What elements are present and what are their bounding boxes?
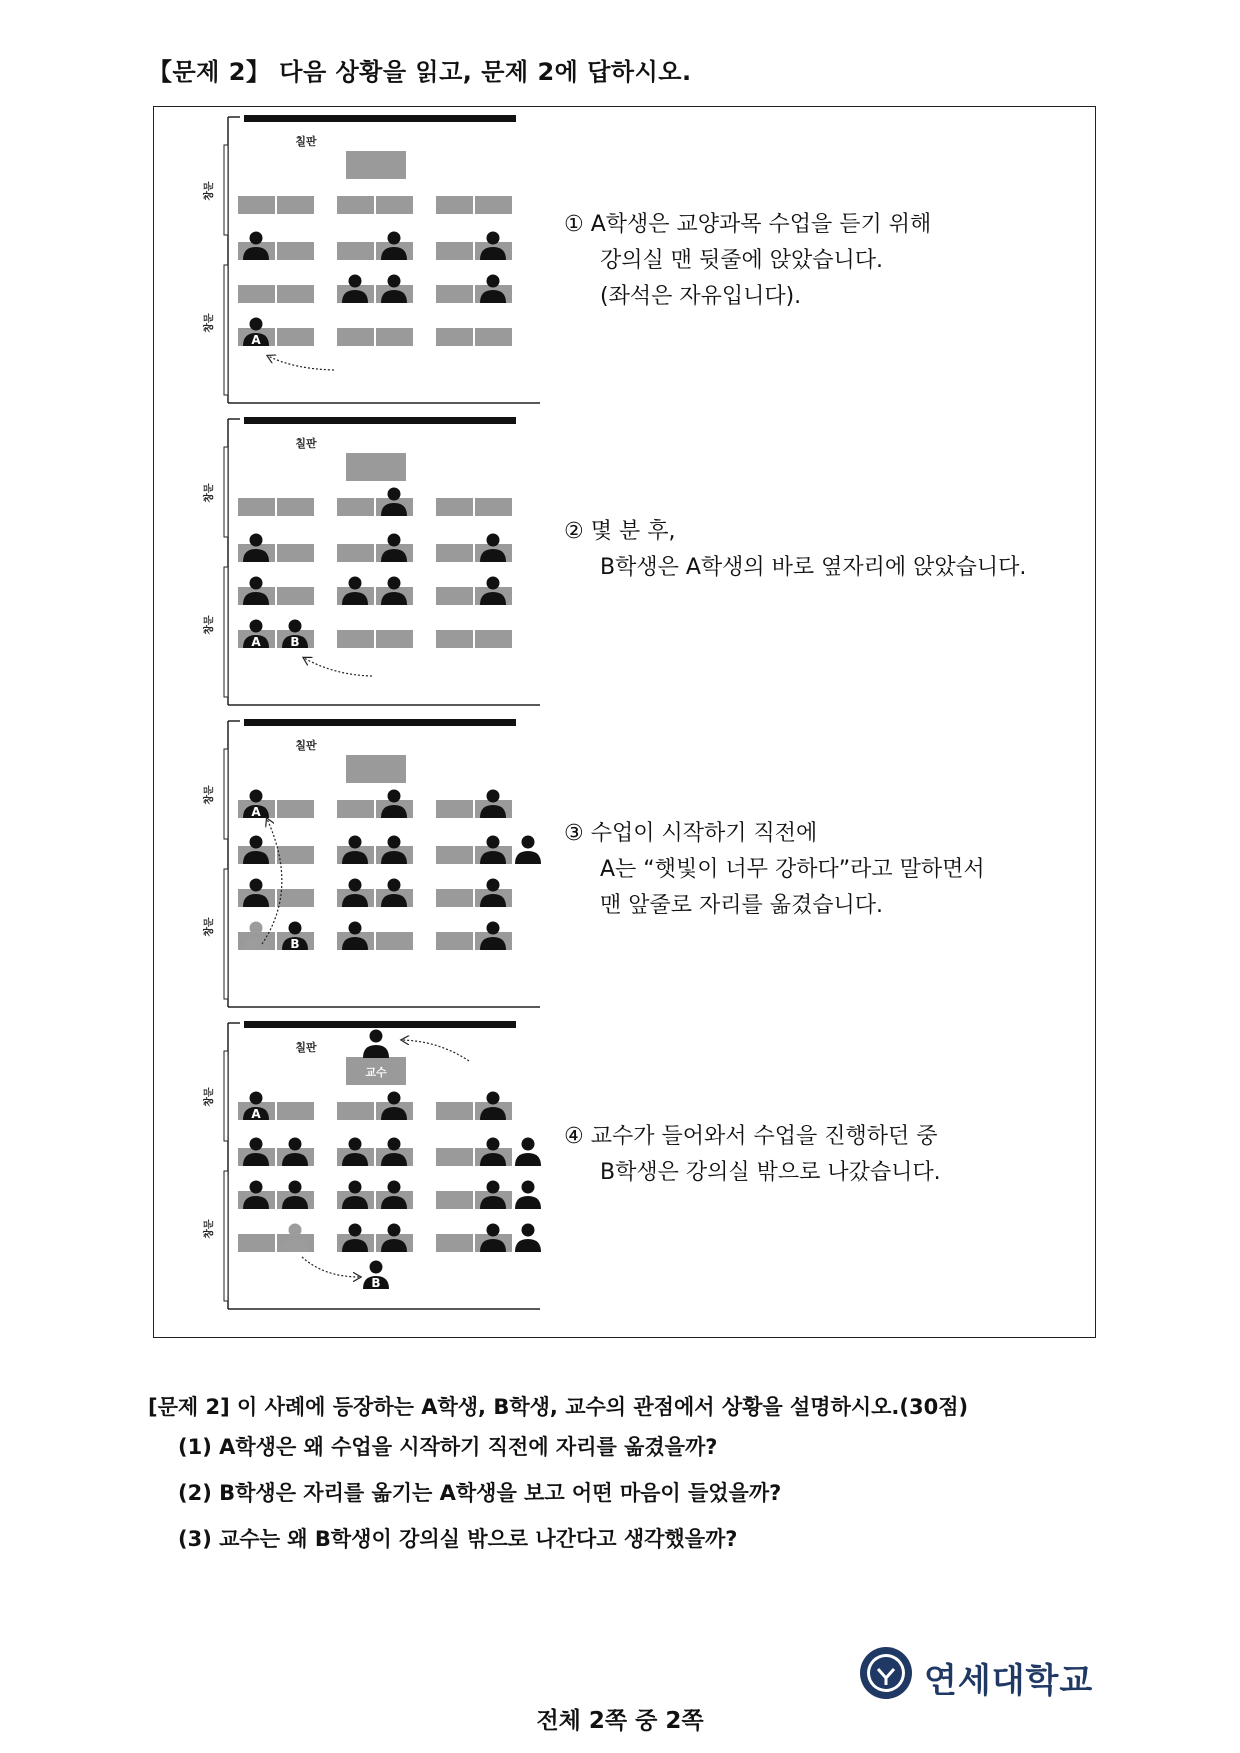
move-arrow — [304, 658, 372, 676]
desk — [337, 196, 374, 214]
desk — [475, 498, 512, 516]
person-head-icon — [370, 1030, 383, 1043]
desk — [277, 544, 314, 562]
desk — [475, 196, 512, 214]
person-head-icon — [487, 836, 500, 849]
person-head-icon — [250, 534, 263, 547]
window-label: 창문 — [204, 483, 215, 503]
person-head-icon — [370, 1261, 383, 1274]
caption-3-line-3: 맨 앞줄로 자리를 옮겼습니다. — [600, 893, 883, 918]
caption-1-line-3: (좌석은 자유입니다). — [600, 284, 802, 309]
person-head-icon — [388, 790, 401, 803]
blackboard-label: 칠판 — [295, 1041, 317, 1054]
desk — [436, 889, 473, 907]
blackboard — [244, 417, 516, 424]
classroom-panel-2 — [204, 417, 540, 707]
desk — [436, 1234, 473, 1252]
person-head-icon — [388, 232, 401, 245]
move-arrow — [268, 356, 334, 370]
person-body-icon — [363, 1045, 389, 1058]
person-body-icon — [515, 1153, 541, 1166]
window-label: 창문 — [204, 917, 215, 937]
desk — [376, 932, 413, 950]
window-upper — [224, 1051, 228, 1141]
person-head-icon — [487, 275, 500, 288]
person-head-icon — [289, 1181, 302, 1194]
window-label: 창문 — [204, 1219, 215, 1239]
person-head-icon — [289, 1138, 302, 1151]
person-head-icon — [388, 836, 401, 849]
blackboard — [244, 1021, 516, 1028]
window-upper — [224, 447, 228, 537]
person-head-icon — [289, 922, 302, 935]
desk — [436, 800, 473, 818]
person-head-icon — [250, 1138, 263, 1151]
desk — [475, 328, 512, 346]
question-item-1: (1) A학생은 왜 수업을 시작하기 직전에 자리를 옮겼을까? — [178, 1435, 718, 1459]
student-label-a: A — [251, 635, 261, 649]
window-upper — [224, 749, 228, 839]
person-head-icon — [250, 790, 263, 803]
person-head-icon — [349, 836, 362, 849]
person-head-icon — [487, 232, 500, 245]
person-head-icon — [250, 577, 263, 590]
desk — [337, 544, 374, 562]
desk — [337, 328, 374, 346]
person-head-icon — [349, 922, 362, 935]
desk — [436, 498, 473, 516]
desk — [436, 196, 473, 214]
header-title: 【문제 2】 다음 상황을 읽고, 문제 2에 답하시오. — [148, 58, 692, 86]
person-body-icon — [515, 1239, 541, 1252]
caption-3-line-2: A는 “햇빛이 너무 강하다”라고 말하면서 — [600, 857, 985, 882]
person-head-icon — [349, 1138, 362, 1151]
window-lower — [224, 1171, 228, 1301]
classroom-panel-4 — [204, 1021, 540, 1311]
person-head-icon — [349, 1224, 362, 1237]
person-head-icon — [250, 836, 263, 849]
student-label-b: B — [371, 1276, 381, 1290]
desk — [238, 196, 275, 214]
university-seal-icon — [858, 1645, 914, 1701]
blackboard-label: 칠판 — [295, 739, 317, 752]
person-head-icon — [487, 790, 500, 803]
question-title: [문제 2] 이 사례에 등장하는 A학생, B학생, 교수의 관점에서 상황을 설명하시오.(30점) — [148, 1395, 969, 1419]
window-lower — [224, 869, 228, 999]
person-head-icon — [522, 1224, 535, 1237]
desk — [277, 285, 314, 303]
person-head-icon — [487, 577, 500, 590]
classroom-panel-3 — [204, 719, 540, 1009]
desk — [376, 196, 413, 214]
desk — [238, 1234, 275, 1252]
logo-text: 연세대학교 — [924, 1661, 1094, 1701]
caption-1-line-2: 강의실 맨 뒷줄에 앉았습니다. — [600, 248, 883, 273]
desk — [277, 328, 314, 346]
person-head-icon — [250, 922, 263, 935]
student-label-a: A — [251, 333, 261, 347]
caption-4 — [564, 1119, 941, 1191]
person-body-icon — [515, 851, 541, 864]
person-head-icon — [388, 275, 401, 288]
person-head-icon — [250, 1092, 263, 1105]
person-head-icon — [388, 488, 401, 501]
person-head-icon — [388, 1181, 401, 1194]
person-head-icon — [522, 1181, 535, 1194]
classroom-panel-1 — [204, 115, 540, 405]
person-head-icon — [250, 318, 263, 331]
desk — [475, 630, 512, 648]
desk — [337, 1102, 374, 1120]
student-label-a: A — [251, 1107, 261, 1121]
desk — [277, 242, 314, 260]
desk — [436, 242, 473, 260]
university-logo — [858, 1645, 1094, 1701]
person-head-icon — [349, 879, 362, 892]
desk — [277, 196, 314, 214]
desk — [277, 889, 314, 907]
person-head-icon — [349, 275, 362, 288]
desk — [337, 630, 374, 648]
window-lower — [224, 265, 228, 395]
classroom-diagram-1 — [204, 115, 540, 405]
window-label: 창문 — [204, 615, 215, 635]
person-head-icon — [388, 1092, 401, 1105]
person-head-icon — [289, 620, 302, 633]
person-head-icon — [289, 1224, 302, 1237]
blackboard-label: 칠판 — [295, 135, 317, 148]
desk — [436, 630, 473, 648]
desk — [277, 1102, 314, 1120]
enter-arrow — [402, 1040, 469, 1061]
question-items — [178, 1432, 781, 1570]
window-label: 창문 — [204, 181, 215, 201]
blackboard — [244, 719, 516, 726]
caption-1-line-1: ① A학생은 교양과목 수업을 듣기 위해 — [564, 212, 932, 237]
caption-2-line-2: B학생은 A학생의 바로 옆자리에 앉았습니다. — [600, 555, 1027, 580]
question-item-2: (2) B학생은 자리를 옮기는 A학생을 보고 어떤 마음이 들었을까? — [178, 1481, 782, 1505]
move-arrow — [262, 819, 282, 944]
desk — [337, 242, 374, 260]
window-upper — [224, 145, 228, 235]
student-label-b: B — [290, 937, 300, 951]
window-label: 창문 — [204, 313, 215, 333]
desk — [238, 498, 275, 516]
page-footer: 전체 2쪽 중 2쪽 — [536, 1708, 704, 1734]
person-head-icon — [388, 879, 401, 892]
person-head-icon — [522, 1138, 535, 1151]
classroom-diagram-2 — [204, 417, 540, 707]
caption-2 — [564, 514, 1026, 586]
student-label-a: A — [251, 805, 261, 819]
caption-3-line-1: ③ 수업이 시작하기 직전에 — [564, 821, 818, 846]
person-head-icon — [250, 620, 263, 633]
classroom-diagram-3 — [204, 719, 540, 1009]
window-label: 창문 — [204, 785, 215, 805]
person-head-icon — [388, 534, 401, 547]
person-head-icon — [349, 1181, 362, 1194]
person-head-icon — [487, 1092, 500, 1105]
desk — [277, 800, 314, 818]
person-head-icon — [388, 1138, 401, 1151]
person-head-icon — [487, 1181, 500, 1194]
lectern — [346, 453, 406, 481]
person-head-icon — [250, 1181, 263, 1194]
person-head-icon — [522, 836, 535, 849]
person-body-icon — [515, 1196, 541, 1209]
desk — [238, 285, 275, 303]
blackboard — [244, 115, 516, 122]
desk — [436, 544, 473, 562]
person-head-icon — [487, 922, 500, 935]
classroom-diagram-4 — [204, 1021, 540, 1311]
caption-4-line-1: ④ 교수가 들어와서 수업을 진행하던 중 — [564, 1124, 938, 1149]
person-head-icon — [388, 577, 401, 590]
desk — [436, 932, 473, 950]
professor-label: 교수 — [365, 1066, 387, 1079]
window-lower — [224, 567, 228, 697]
desk — [376, 328, 413, 346]
person-head-icon — [349, 577, 362, 590]
window-label: 창문 — [204, 1087, 215, 1107]
person-head-icon — [487, 1224, 500, 1237]
person-head-icon — [487, 534, 500, 547]
caption-3 — [564, 816, 985, 924]
caption-4-line-2: B학생은 강의실 밖으로 나갔습니다. — [600, 1160, 941, 1185]
desk — [337, 800, 374, 818]
person-head-icon — [388, 1224, 401, 1237]
person-head-icon — [487, 879, 500, 892]
blackboard-label: 칠판 — [295, 437, 317, 450]
desk — [436, 328, 473, 346]
desk — [277, 498, 314, 516]
desk — [337, 498, 374, 516]
desk — [277, 846, 314, 864]
lectern — [346, 755, 406, 783]
person-head-icon — [250, 879, 263, 892]
question-item-3: (3) 교수는 왜 B학생이 강의실 밖으로 나간다고 생각했을까? — [178, 1527, 738, 1551]
caption-2-line-1: ② 몇 분 후, — [564, 519, 676, 544]
person-head-icon — [487, 1138, 500, 1151]
desk — [436, 1148, 473, 1166]
scenario-frame — [153, 106, 1096, 1338]
person-head-icon — [250, 232, 263, 245]
desk — [436, 285, 473, 303]
exit-arrow — [302, 1257, 360, 1277]
student-label-b: B — [290, 635, 300, 649]
desk — [436, 587, 473, 605]
desk — [436, 1102, 473, 1120]
desk — [376, 630, 413, 648]
lectern — [346, 151, 406, 179]
desk — [277, 587, 314, 605]
caption-1 — [564, 207, 931, 315]
desk — [436, 1191, 473, 1209]
desk — [436, 846, 473, 864]
